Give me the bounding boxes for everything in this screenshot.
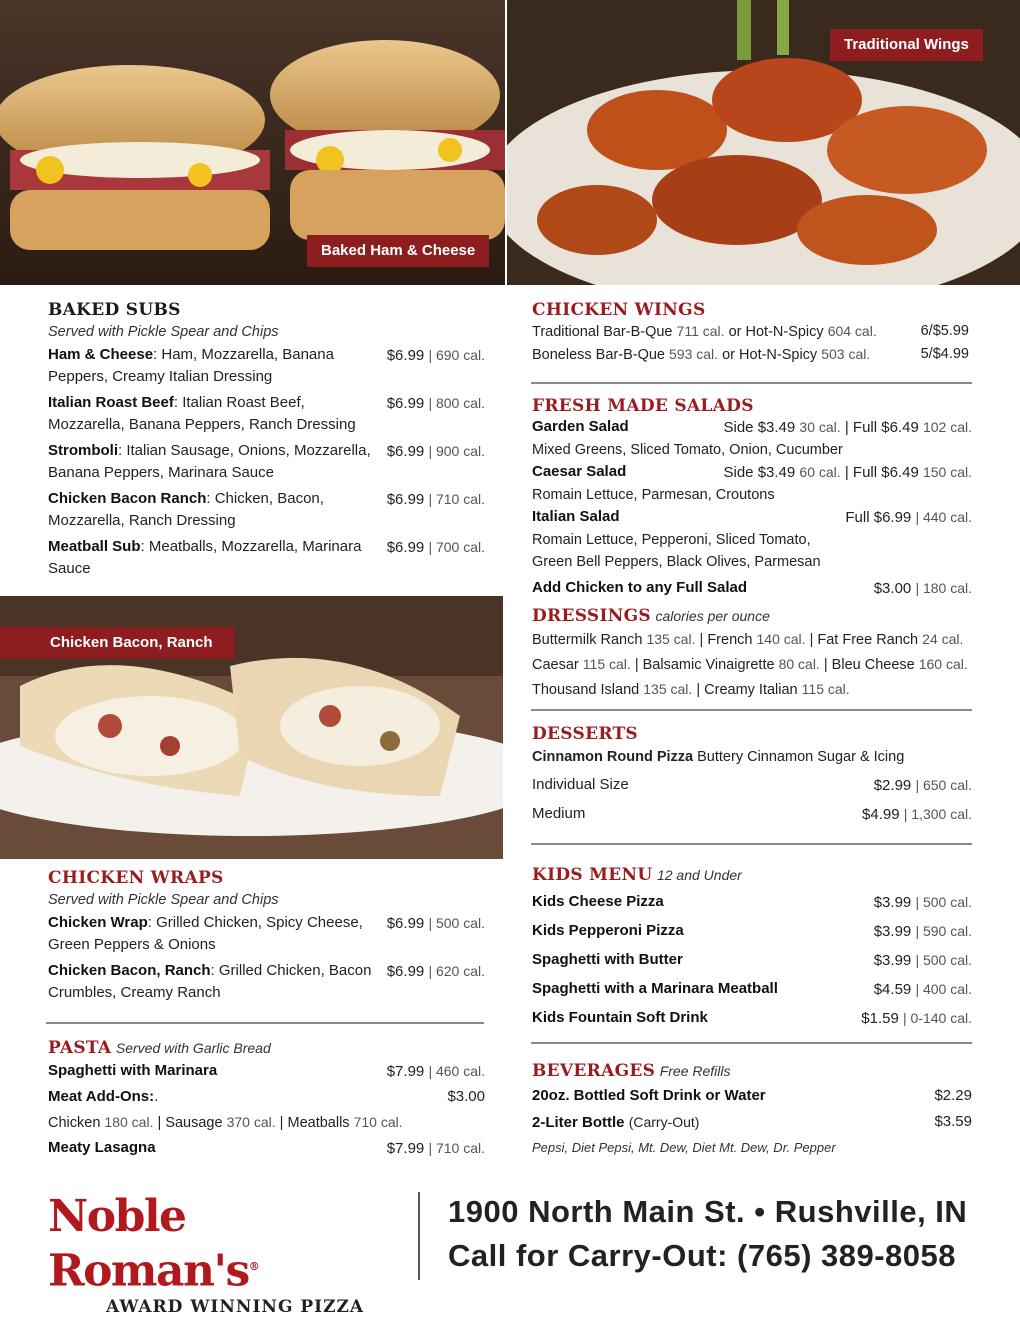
menu-item bbox=[48, 1060, 485, 1083]
dressing-name: Fat Free Ranch bbox=[817, 632, 919, 648]
addon-calories: 180 cal. bbox=[104, 1114, 154, 1130]
item-calories: | 710 cal. bbox=[428, 1140, 485, 1156]
item-price: $3.00 bbox=[447, 1088, 485, 1105]
item-calories: 60 cal. bbox=[799, 464, 841, 480]
item-calories: 150 cal. bbox=[922, 464, 972, 480]
dressing-calories: 115 cal. bbox=[582, 656, 631, 672]
item-name: Boneless Bar-B-Que bbox=[532, 347, 665, 363]
item-name: Chicken Wrap bbox=[48, 914, 148, 931]
section-note: calories per ounce bbox=[655, 608, 770, 624]
item-calories: | 590 cal. bbox=[915, 923, 972, 939]
item-name: Ham & Cheese bbox=[48, 346, 154, 363]
photo-caption-wings: Traditional Wings bbox=[830, 29, 983, 61]
divider bbox=[531, 843, 972, 845]
item-calories: | 650 cal. bbox=[915, 777, 972, 793]
item-desc: : Italian Roast Beef, Mozzarella, Banana Peppers, Ranch Dressing bbox=[48, 394, 356, 433]
item-name: Spaghetti with Butter bbox=[532, 951, 683, 968]
section-title: FRESH MADE SALADS bbox=[532, 396, 754, 416]
item-calories: | 500 cal. bbox=[915, 952, 972, 968]
separator: | bbox=[634, 657, 639, 673]
separator: | bbox=[699, 632, 704, 648]
item-desc: : Grilled Chicken, Bacon Crumbles, Creamy Ranch bbox=[48, 962, 372, 1001]
item-name: Hot-N-Spicy bbox=[739, 347, 818, 363]
item-price: $6.99 bbox=[386, 395, 425, 412]
item-name: Chicken Bacon, Ranch bbox=[48, 962, 211, 979]
dressing-calories: 135 cal. bbox=[646, 631, 696, 647]
footer-divider bbox=[418, 1192, 420, 1280]
photo-caption-wraps: Chicken Bacon, Ranch bbox=[0, 627, 235, 659]
dressings-line bbox=[532, 653, 972, 676]
item-calories: 102 cal. bbox=[922, 419, 972, 435]
item-desc: : Grilled Chicken, Spicy Cheese, Green Peppers & Onions bbox=[48, 914, 363, 953]
item-desc: Green Bell Peppers, Black Olives, Parmesan bbox=[532, 554, 821, 570]
full-price: Full $6.49 bbox=[852, 464, 919, 481]
item-calories: | 500 cal. bbox=[915, 894, 972, 910]
item-name: Meatball Sub bbox=[48, 538, 141, 555]
item-desc: : Italian Sausage, Onions, Mozzarella, Banana Peppers, Marinara Sauce bbox=[48, 442, 371, 481]
beverages-section bbox=[532, 1061, 972, 1155]
section-title: CHICKEN WRAPS bbox=[48, 868, 224, 888]
item-name: Chicken Bacon Ranch bbox=[48, 490, 207, 507]
item-calories: | 620 cal. bbox=[428, 963, 485, 979]
item-desc: : Meatballs, Mozzarella, Marinara Sauce bbox=[48, 538, 362, 577]
item-name: Traditional Bar-B-Que bbox=[532, 324, 673, 340]
dressing-calories: 135 cal. bbox=[643, 681, 693, 697]
item-name: Kids Pepperoni Pizza bbox=[532, 922, 684, 939]
logo-wordmark: Noble Roman's bbox=[48, 1191, 249, 1297]
item-desc: : Ham, Mozzarella, Banana Peppers, Creamy Italian Dressing bbox=[48, 346, 334, 385]
dressing-calories: 140 cal. bbox=[756, 631, 806, 647]
item-calories: | 440 cal. bbox=[915, 509, 972, 525]
section-subtitle: Served with Pickle Spear and Chips bbox=[48, 324, 279, 340]
item-calories: | 1,300 cal. bbox=[903, 806, 972, 822]
dressing-name: Thousand Island bbox=[532, 682, 640, 698]
desserts-section bbox=[532, 724, 972, 826]
salad-item bbox=[532, 506, 972, 529]
item-price: $1.59 bbox=[861, 1010, 899, 1027]
salads-section bbox=[532, 396, 972, 701]
section-title: PASTA bbox=[48, 1038, 112, 1058]
item-calories: | 180 cal. bbox=[915, 580, 972, 596]
menu-item bbox=[48, 344, 485, 388]
dessert-item bbox=[532, 746, 972, 768]
item-name: Stromboli bbox=[48, 442, 118, 459]
dressing-name: Creamy Italian bbox=[704, 682, 798, 698]
item-price: $6.99 bbox=[386, 443, 425, 460]
item-name: Meat Add-Ons: bbox=[48, 1088, 155, 1105]
item-name: 2-Liter Bottle bbox=[532, 1114, 625, 1131]
dressing-calories: 80 cal. bbox=[778, 656, 820, 672]
item-calories: 711 cal. bbox=[676, 323, 725, 339]
item-name: Caesar Salad bbox=[532, 463, 627, 480]
item-price: $2.29 bbox=[934, 1087, 972, 1104]
item-price: $3.00 bbox=[873, 580, 912, 597]
menu-item bbox=[48, 1137, 485, 1160]
dressing-calories: 160 cal. bbox=[918, 656, 968, 672]
item-calories: | 690 cal. bbox=[428, 347, 485, 363]
item-calories: | 710 cal. bbox=[428, 491, 485, 507]
item-price: 6/$5.99 bbox=[920, 323, 969, 339]
size-name: Individual Size bbox=[532, 776, 629, 793]
item-desc: : Chicken, Bacon, Mozzarella, Ranch Dressing bbox=[48, 490, 324, 529]
phone-number[interactable]: Call for Carry-Out: (765) 389-8058 bbox=[448, 1238, 957, 1273]
addon-name: Chicken bbox=[48, 1115, 101, 1131]
section-title: DRESSINGS bbox=[532, 606, 651, 626]
kids-menu-section bbox=[532, 865, 972, 1030]
item-price: $6.99 bbox=[386, 491, 425, 508]
separator: | bbox=[823, 657, 828, 673]
item-price: $3.99 bbox=[873, 923, 912, 940]
section-title: DESSERTS bbox=[532, 724, 638, 744]
separator: | bbox=[696, 682, 701, 698]
divider bbox=[46, 1022, 484, 1024]
store-address: 1900 North Main St. • Rushville, IN bbox=[448, 1194, 968, 1229]
item-desc: Buttery Cinnamon Sugar & Icing bbox=[697, 749, 905, 765]
item-price: $6.99 bbox=[386, 347, 425, 364]
separator: | bbox=[844, 419, 849, 436]
item-name: Spaghetti with Marinara bbox=[48, 1062, 218, 1079]
menu-item bbox=[532, 1111, 972, 1134]
chicken-wings-section bbox=[532, 300, 969, 366]
item-calories: 30 cal. bbox=[799, 419, 841, 435]
item-desc: . bbox=[154, 1088, 159, 1105]
section-title: KIDS MENU bbox=[532, 865, 653, 885]
wings-row bbox=[532, 320, 969, 343]
section-title: BAKED SUBS bbox=[48, 300, 181, 320]
addon-calories: 370 cal. bbox=[226, 1114, 276, 1130]
item-price: $6.99 bbox=[386, 963, 425, 980]
menu-item bbox=[532, 920, 972, 943]
item-calories: 604 cal. bbox=[827, 323, 877, 339]
item-price: $2.99 bbox=[873, 777, 912, 794]
menu-item bbox=[48, 1086, 485, 1108]
item-calories: | 460 cal. bbox=[428, 1063, 485, 1079]
item-name: Spaghetti with a Marinara Meatball bbox=[532, 980, 778, 997]
item-name: Kids Fountain Soft Drink bbox=[532, 1009, 708, 1026]
section-note: 12 and Under bbox=[656, 867, 742, 883]
menu-item bbox=[48, 536, 485, 580]
addon-calories: 710 cal. bbox=[353, 1114, 403, 1130]
size-name: Medium bbox=[532, 805, 586, 822]
or-text: or bbox=[728, 324, 742, 340]
item-name: 20oz. Bottled Soft Drink or Water bbox=[532, 1087, 766, 1104]
item-name: Hot-N-Spicy bbox=[745, 324, 824, 340]
addon-name: Sausage bbox=[165, 1115, 223, 1131]
item-name: Meaty Lasagna bbox=[48, 1139, 156, 1156]
item-name: Kids Cheese Pizza bbox=[532, 893, 664, 910]
menu-item bbox=[48, 392, 485, 436]
item-desc: Mixed Greens, Sliced Tomato, Onion, Cucumber bbox=[532, 442, 843, 458]
side-price: Side $3.49 bbox=[723, 464, 796, 481]
photo-caption-subs: Baked Ham & Cheese bbox=[307, 235, 489, 267]
item-price: $6.99 bbox=[386, 539, 425, 556]
divider bbox=[531, 1042, 972, 1044]
section-title: CHICKEN WINGS bbox=[532, 300, 706, 320]
divider bbox=[531, 382, 972, 384]
item-calories: | 0-140 cal. bbox=[902, 1010, 972, 1026]
separator: | bbox=[844, 464, 849, 481]
size-row bbox=[532, 774, 972, 797]
logo-tagline: AWARD WINNING PIZZA bbox=[106, 1296, 365, 1317]
item-name: Cinnamon Round Pizza bbox=[532, 749, 694, 765]
item-desc: (Carry-Out) bbox=[628, 1114, 700, 1130]
meat-addons-list bbox=[48, 1111, 485, 1134]
item-calories: | 700 cal. bbox=[428, 539, 485, 555]
item-price: $7.99 bbox=[386, 1140, 425, 1157]
item-price: $3.59 bbox=[934, 1113, 972, 1130]
menu-item bbox=[48, 912, 485, 956]
item-price: $3.99 bbox=[873, 894, 912, 911]
item-desc: Romain Lettuce, Parmesan, Croutons bbox=[532, 487, 775, 503]
item-price: $3.99 bbox=[873, 952, 912, 969]
salad-item bbox=[532, 416, 972, 439]
dressing-name: Bleu Cheese bbox=[831, 657, 915, 673]
dressing-name: Caesar bbox=[532, 657, 579, 673]
add-chicken-item bbox=[532, 577, 972, 600]
brand-logo bbox=[48, 1192, 398, 1317]
registered-mark: ® bbox=[248, 1260, 259, 1273]
item-name: Italian Roast Beef bbox=[48, 394, 174, 411]
dressing-name: French bbox=[707, 632, 753, 648]
menu-item bbox=[532, 949, 972, 972]
menu-item bbox=[532, 1085, 972, 1107]
item-price: 5/$4.99 bbox=[920, 346, 969, 362]
separator: | bbox=[279, 1115, 284, 1131]
full-price: Full $6.49 bbox=[852, 419, 919, 436]
dressing-calories: 115 cal. bbox=[801, 681, 850, 697]
addon-name: Meatballs bbox=[287, 1115, 350, 1131]
full-price: Full $6.99 bbox=[845, 509, 912, 526]
dressings-line bbox=[532, 678, 972, 701]
size-row bbox=[532, 803, 972, 826]
dressing-name: Buttermilk Ranch bbox=[532, 632, 643, 648]
dressing-calories: 24 cal. bbox=[922, 631, 964, 647]
item-calories: | 500 cal. bbox=[428, 915, 485, 931]
chicken-wraps-section bbox=[48, 868, 485, 1004]
item-desc: Romain Lettuce, Pepperoni, Sliced Tomato, bbox=[532, 532, 811, 548]
item-name: Add Chicken to any Full Salad bbox=[532, 579, 748, 596]
separator: | bbox=[157, 1115, 162, 1131]
section-note: Free Refills bbox=[659, 1063, 731, 1079]
dressings-line bbox=[532, 628, 972, 651]
section-title: BEVERAGES bbox=[532, 1061, 656, 1081]
menu-item bbox=[48, 960, 485, 1004]
beverage-flavors: Pepsi, Diet Pepsi, Mt. Dew, Diet Mt. Dew, Dr. Pepper bbox=[532, 1140, 836, 1155]
divider bbox=[531, 709, 972, 711]
item-calories: | 900 cal. bbox=[428, 443, 485, 459]
salad-item bbox=[532, 461, 972, 484]
item-calories: 503 cal. bbox=[821, 346, 871, 362]
section-subtitle: Served with Pickle Spear and Chips bbox=[48, 892, 279, 908]
item-price: $6.99 bbox=[386, 915, 425, 932]
menu-item bbox=[48, 440, 485, 484]
item-calories: 593 cal. bbox=[669, 346, 719, 362]
baked-subs-section bbox=[48, 300, 485, 580]
item-calories: | 400 cal. bbox=[915, 981, 972, 997]
item-price: $7.99 bbox=[386, 1063, 425, 1080]
menu-item bbox=[532, 978, 972, 1001]
item-price: $4.99 bbox=[862, 806, 900, 823]
item-name: Italian Salad bbox=[532, 508, 620, 525]
side-price: Side $3.49 bbox=[723, 419, 796, 436]
menu-item bbox=[532, 891, 972, 914]
contact-info bbox=[448, 1190, 978, 1278]
item-name: Garden Salad bbox=[532, 418, 629, 435]
dressing-name: Balsamic Vinaigrette bbox=[642, 657, 775, 673]
or-text: or bbox=[722, 347, 735, 363]
item-price: $4.59 bbox=[873, 981, 912, 998]
item-calories: | 800 cal. bbox=[428, 395, 485, 411]
wings-row bbox=[532, 343, 969, 366]
separator: | bbox=[809, 632, 814, 648]
menu-item bbox=[48, 488, 485, 532]
menu-item bbox=[532, 1007, 972, 1030]
section-note: Served with Garlic Bread bbox=[115, 1040, 271, 1056]
pasta-section bbox=[48, 1038, 485, 1160]
